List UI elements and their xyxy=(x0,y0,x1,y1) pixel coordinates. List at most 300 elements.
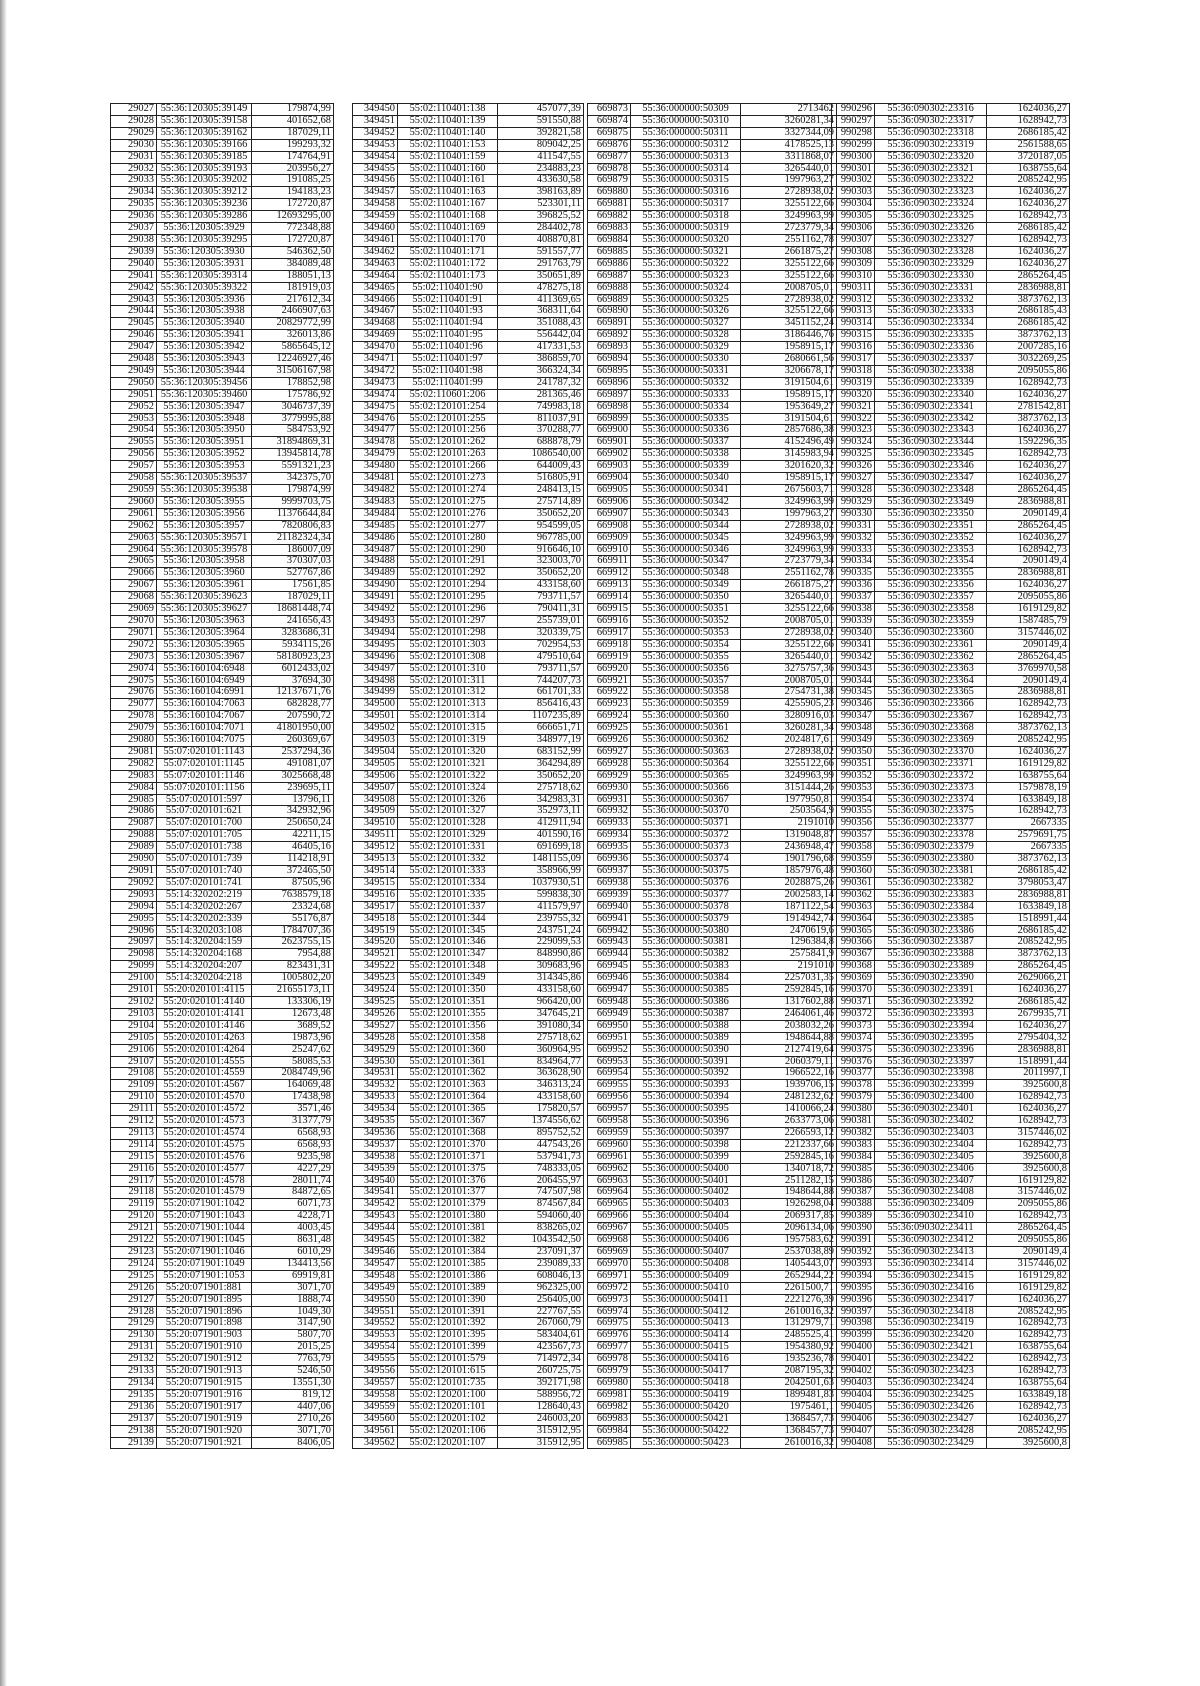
cadastral-number: 55:02:120101:382 xyxy=(398,1235,498,1247)
cadastral-number: 55:02:110401:161 xyxy=(398,175,498,187)
cadastral-value: 2212337,66 xyxy=(741,1139,837,1151)
cadastral-value: 1624036,27 xyxy=(987,246,1070,258)
row-number: 669968 xyxy=(588,1235,631,1247)
cadastral-number: 55:36:000000:50409 xyxy=(631,1270,741,1282)
cadastral-number: 55:36:090302:23386 xyxy=(875,925,987,937)
row-number: 349476 xyxy=(353,413,398,425)
row-number: 669925 xyxy=(588,723,631,735)
row-number: 29060 xyxy=(111,496,157,508)
row-number: 349491 xyxy=(353,592,398,604)
table-row xyxy=(832,1247,1070,1259)
row-number: 349509 xyxy=(353,806,398,818)
cadastral-number: 55:36:160104:7071 xyxy=(157,723,252,735)
cadastral-value: 2191010 xyxy=(741,818,837,830)
table-row xyxy=(353,508,584,520)
row-number: 349514 xyxy=(353,866,398,878)
cadastral-number: 55:20:071901:895 xyxy=(157,1294,252,1306)
cadastral-number: 55:02:120101:314 xyxy=(398,711,498,723)
cadastral-number: 55:02:120101:344 xyxy=(398,913,498,925)
row-number: 349503 xyxy=(353,735,398,747)
table-row xyxy=(353,127,584,139)
table-row xyxy=(353,1020,584,1032)
table-row xyxy=(111,270,334,282)
table-row xyxy=(832,413,1070,425)
table-row xyxy=(832,866,1070,878)
table-row xyxy=(353,723,584,735)
row-number: 349504 xyxy=(353,746,398,758)
table-row xyxy=(588,127,837,139)
cadastral-value: 1633849,18 xyxy=(987,901,1070,913)
cadastral-number: 55:36:120305:39314 xyxy=(157,270,252,282)
table-row xyxy=(588,508,837,520)
cadastral-value: 3186446,76 xyxy=(741,330,837,342)
cadastral-number: 55:36:120305:3929 xyxy=(157,223,252,235)
row-number: 349458 xyxy=(353,199,398,211)
table-row xyxy=(832,806,1070,818)
cadastral-number: 55:20:071901:881 xyxy=(157,1282,252,1294)
row-number: 990297 xyxy=(832,115,875,127)
cadastral-value: 1926298,04 xyxy=(741,1199,837,1211)
cadastral-value: 417331,53 xyxy=(498,342,584,354)
cadastral-value: 87505,96 xyxy=(252,877,334,889)
cadastral-number: 55:36:000000:50349 xyxy=(631,580,741,592)
cadastral-value: 967785,00 xyxy=(498,532,584,544)
cadastral-number: 55:02:120101:376 xyxy=(398,1175,498,1187)
row-number: 349478 xyxy=(353,437,398,449)
cadastral-value: 2261500,71 xyxy=(741,1282,837,1294)
row-number: 669889 xyxy=(588,294,631,306)
row-number: 990389 xyxy=(832,1211,875,1223)
row-number: 349467 xyxy=(353,306,398,318)
row-number: 29046 xyxy=(111,330,157,342)
cadastral-value: 364294,89 xyxy=(498,758,584,770)
cadastral-value: 1628942,73 xyxy=(987,1354,1070,1366)
cadastral-value: 962325,00 xyxy=(498,1282,584,1294)
cadastral-number: 55:36:090302:23354 xyxy=(875,556,987,568)
table-row xyxy=(353,520,584,532)
cadastral-number: 55:02:120201:100 xyxy=(398,1389,498,1401)
cadastral-number: 55:36:090302:23335 xyxy=(875,330,987,342)
table-row xyxy=(832,187,1070,199)
cadastral-value: 275718,62 xyxy=(498,1032,584,1044)
cadastral-number: 55:02:120101:381 xyxy=(398,1223,498,1235)
row-number: 990356 xyxy=(832,818,875,830)
table-row xyxy=(111,830,334,842)
row-number: 669885 xyxy=(588,246,631,258)
cadastral-number: 55:20:020101:4263 xyxy=(157,1032,252,1044)
cadastral-number: 55:14:320202:339 xyxy=(157,913,252,925)
row-number: 990375 xyxy=(832,1044,875,1056)
table-row xyxy=(111,1127,334,1139)
table-row xyxy=(111,996,334,1008)
table-row xyxy=(588,1282,837,1294)
table-row xyxy=(353,104,584,116)
table-row xyxy=(832,818,1070,830)
cadastral-value: 1624036,27 xyxy=(987,199,1070,211)
cadastral-number: 55:20:020101:4579 xyxy=(157,1187,252,1199)
cadastral-number: 55:02:120101:292 xyxy=(398,568,498,580)
row-number: 669974 xyxy=(588,1306,631,1318)
row-number: 669918 xyxy=(588,639,631,651)
cadastral-number: 55:36:000000:50375 xyxy=(631,866,741,878)
cadastral-value: 1997963,27 xyxy=(741,175,837,187)
table-row xyxy=(111,1247,334,1259)
cadastral-number: 55:36:000000:50358 xyxy=(631,687,741,699)
row-number: 29137 xyxy=(111,1413,157,1425)
table-row xyxy=(111,1032,334,1044)
row-number: 29067 xyxy=(111,580,157,592)
row-number: 990344 xyxy=(832,675,875,687)
row-number: 29095 xyxy=(111,913,157,925)
table-row xyxy=(353,1318,584,1330)
cadastral-number: 55:02:120101:395 xyxy=(398,1330,498,1342)
cadastral-number: 55:36:090302:23338 xyxy=(875,365,987,377)
row-number: 669877 xyxy=(588,151,631,163)
table-row xyxy=(588,842,837,854)
cadastral-value: 3873762,13 xyxy=(987,854,1070,866)
row-number: 29077 xyxy=(111,699,157,711)
row-number: 669894 xyxy=(588,354,631,366)
table-row xyxy=(832,234,1070,246)
cadastral-value: 1628942,73 xyxy=(987,699,1070,711)
cadastral-number: 55:36:000000:50347 xyxy=(631,556,741,568)
cadastral-number: 55:36:120305:3948 xyxy=(157,413,252,425)
cadastral-number: 55:02:120101:371 xyxy=(398,1151,498,1163)
cadastral-value: 3798053,47 xyxy=(987,877,1070,889)
cadastral-value: 2481232,62 xyxy=(741,1092,837,1104)
cadastral-value: 1628942,73 xyxy=(987,711,1070,723)
cadastral-value: 748333,05 xyxy=(498,1163,584,1175)
table-row xyxy=(588,949,837,961)
table-row xyxy=(832,1354,1070,1366)
table-row xyxy=(353,556,584,568)
cadastral-value: 2007285,16 xyxy=(987,342,1070,354)
cadastral-value: 1888,74 xyxy=(252,1294,334,1306)
cadastral-number: 55:20:071901:917 xyxy=(157,1401,252,1413)
table-row xyxy=(832,1211,1070,1223)
cadastral-value: 217612,34 xyxy=(252,294,334,306)
cadastral-value: 229099,53 xyxy=(498,937,584,949)
cadastral-value: 2728938,02 xyxy=(741,746,837,758)
cadastral-value: 1619129,82 xyxy=(987,604,1070,616)
cadastral-value: 661701,33 xyxy=(498,687,584,699)
cadastral-number: 55:36:000000:50395 xyxy=(631,1104,741,1116)
cadastral-number: 55:36:090302:23373 xyxy=(875,782,987,794)
row-number: 669934 xyxy=(588,830,631,842)
cadastral-value: 3157446,02 xyxy=(987,1127,1070,1139)
cadastral-number: 55:14:320203:108 xyxy=(157,925,252,937)
row-number: 29041 xyxy=(111,270,157,282)
table-row xyxy=(588,496,837,508)
table-row xyxy=(111,461,334,473)
table-row xyxy=(353,889,584,901)
row-number: 29061 xyxy=(111,508,157,520)
cadastral-number: 55:36:120305:3943 xyxy=(157,354,252,366)
cadastral-number: 55:36:000000:50343 xyxy=(631,508,741,520)
table-row xyxy=(588,425,837,437)
cadastral-number: 55:02:120101:386 xyxy=(398,1270,498,1282)
cadastral-number: 55:36:120305:39571 xyxy=(157,532,252,544)
cadastral-number: 55:02:120101:256 xyxy=(398,425,498,437)
table-row xyxy=(832,949,1070,961)
cadastral-value: 350652,20 xyxy=(498,568,584,580)
cadastral-number: 55:36:090302:23377 xyxy=(875,818,987,830)
cadastral-number: 55:36:000000:50384 xyxy=(631,973,741,985)
cadastral-value: 326013,86 xyxy=(252,330,334,342)
cadastral-value: 1579878,19 xyxy=(987,782,1070,794)
row-number: 349531 xyxy=(353,1068,398,1080)
row-number: 349497 xyxy=(353,663,398,675)
cadastral-value: 164069,48 xyxy=(252,1080,334,1092)
cadastral-number: 55:36:000000:50387 xyxy=(631,1008,741,1020)
row-number: 349472 xyxy=(353,365,398,377)
cadastral-number: 55:02:120101:335 xyxy=(398,889,498,901)
cadastral-value: 1628942,73 xyxy=(987,1401,1070,1413)
cadastral-value: 20829772,99 xyxy=(252,318,334,330)
cadastral-number: 55:02:120201:107 xyxy=(398,1437,498,1449)
row-number: 669943 xyxy=(588,937,631,949)
cadastral-number: 55:36:090302:23418 xyxy=(875,1306,987,1318)
table-row xyxy=(832,1020,1070,1032)
cadastral-number: 55:36:090302:23390 xyxy=(875,973,987,985)
table-row xyxy=(832,913,1070,925)
cadastral-value: 323003,70 xyxy=(498,556,584,568)
cadastral-value: 447543,26 xyxy=(498,1139,584,1151)
row-number: 669952 xyxy=(588,1044,631,1056)
row-number: 990377 xyxy=(832,1068,875,1080)
cadastral-number: 55:36:090302:23424 xyxy=(875,1377,987,1389)
cadastral-number: 55:14:320204:159 xyxy=(157,937,252,949)
table-row xyxy=(111,937,334,949)
table-row xyxy=(111,211,334,223)
row-number: 29093 xyxy=(111,889,157,901)
row-number: 669888 xyxy=(588,282,631,294)
row-number: 669873 xyxy=(588,104,631,116)
row-number: 990381 xyxy=(832,1116,875,1128)
cadastral-number: 55:02:120101:346 xyxy=(398,937,498,949)
cadastral-number: 55:36:120305:3938 xyxy=(157,306,252,318)
cadastral-number: 55:36:090302:23406 xyxy=(875,1163,987,1175)
row-number: 990384 xyxy=(832,1151,875,1163)
cadastral-number: 55:36:000000:50404 xyxy=(631,1211,741,1223)
row-number: 349556 xyxy=(353,1366,398,1378)
row-number: 990335 xyxy=(832,568,875,580)
row-number: 669879 xyxy=(588,175,631,187)
row-number: 669936 xyxy=(588,854,631,866)
row-number: 349548 xyxy=(353,1270,398,1282)
row-number: 29072 xyxy=(111,639,157,651)
cadastral-number: 55:02:120101:364 xyxy=(398,1092,498,1104)
row-number: 349550 xyxy=(353,1294,398,1306)
row-number: 669956 xyxy=(588,1092,631,1104)
row-number: 669977 xyxy=(588,1342,631,1354)
table-row xyxy=(832,1127,1070,1139)
cadastral-value: 556442,04 xyxy=(498,330,584,342)
table-row xyxy=(832,854,1070,866)
table-row xyxy=(111,592,334,604)
cadastral-value: 133306,19 xyxy=(252,996,334,1008)
cadastral-number: 55:36:000000:50337 xyxy=(631,437,741,449)
cadastral-value: 3260281,34 xyxy=(741,723,837,735)
cadastral-value: 13796,11 xyxy=(252,794,334,806)
table-row xyxy=(588,1235,837,1247)
table-row xyxy=(832,425,1070,437)
cadastral-value: 856416,43 xyxy=(498,699,584,711)
cadastral-number: 55:07:020101:700 xyxy=(157,818,252,830)
cadastral-number: 55:02:110401:96 xyxy=(398,342,498,354)
row-number: 29088 xyxy=(111,830,157,842)
table-row xyxy=(353,604,584,616)
table-row xyxy=(832,1187,1070,1199)
cadastral-value: 2038032,26 xyxy=(741,1020,837,1032)
table-row xyxy=(832,104,1070,116)
table-row xyxy=(353,1187,584,1199)
cadastral-value: 46405,16 xyxy=(252,842,334,854)
cadastral-number: 55:36:090302:23346 xyxy=(875,461,987,473)
row-number: 990338 xyxy=(832,604,875,616)
table-row xyxy=(111,1401,334,1413)
cadastral-number: 55:20:071901:915 xyxy=(157,1377,252,1389)
table-row xyxy=(832,1235,1070,1247)
cadastral-value: 3260281,34 xyxy=(741,115,837,127)
cadastral-number: 55:36:120305:3960 xyxy=(157,568,252,580)
table-row xyxy=(588,1068,837,1080)
cadastral-value: 360964,95 xyxy=(498,1044,584,1056)
row-number: 29052 xyxy=(111,401,157,413)
cadastral-value: 2781542,81 xyxy=(987,401,1070,413)
row-number: 669927 xyxy=(588,746,631,758)
cadastral-number: 55:36:120305:3942 xyxy=(157,342,252,354)
table-row xyxy=(111,818,334,830)
table-row xyxy=(111,1318,334,1330)
table-row xyxy=(588,211,837,223)
cadastral-number: 55:36:000000:50340 xyxy=(631,473,741,485)
cadastral-number: 55:36:090302:23342 xyxy=(875,413,987,425)
cadastral-number: 55:02:110401:173 xyxy=(398,270,498,282)
table-row xyxy=(588,223,837,235)
cadastral-value: 234883,23 xyxy=(498,163,584,175)
row-number: 349555 xyxy=(353,1354,398,1366)
cadastral-value: 8406,05 xyxy=(252,1437,334,1449)
row-number: 349518 xyxy=(353,913,398,925)
register-column-2 xyxy=(352,103,584,1449)
cadastral-value: 744207,73 xyxy=(498,675,584,687)
cadastral-value: 1628942,73 xyxy=(987,1139,1070,1151)
row-number: 349477 xyxy=(353,425,398,437)
row-number: 349562 xyxy=(353,1437,398,1449)
cadastral-value: 178852,98 xyxy=(252,377,334,389)
row-number: 349465 xyxy=(353,282,398,294)
cadastral-value: 9999703,75 xyxy=(252,496,334,508)
cadastral-value: 594060,40 xyxy=(498,1211,584,1223)
table-row xyxy=(111,377,334,389)
row-number: 990334 xyxy=(832,556,875,568)
cadastral-value: 1043542,50 xyxy=(498,1235,584,1247)
cadastral-number: 55:02:120101:276 xyxy=(398,508,498,520)
row-number: 669924 xyxy=(588,711,631,723)
table-row xyxy=(588,306,837,318)
row-number: 349450 xyxy=(353,104,398,116)
cadastral-number: 55:36:000000:50336 xyxy=(631,425,741,437)
table-row xyxy=(832,485,1070,497)
row-number: 669971 xyxy=(588,1270,631,1282)
cadastral-number: 55:02:120101:275 xyxy=(398,496,498,508)
table-row xyxy=(588,1020,837,1032)
table-row xyxy=(111,1199,334,1211)
table-row xyxy=(832,639,1070,651)
cadastral-number: 55:36:090302:23387 xyxy=(875,937,987,949)
table-row xyxy=(353,1354,584,1366)
cadastral-value: 11376644,84 xyxy=(252,508,334,520)
cadastral-value: 823431,31 xyxy=(252,961,334,973)
row-number: 29090 xyxy=(111,854,157,866)
row-number: 349554 xyxy=(353,1342,398,1354)
table-row xyxy=(111,151,334,163)
table-row xyxy=(111,1235,334,1247)
cadastral-value: 2836988,81 xyxy=(987,889,1070,901)
cadastral-number: 55:36:120305:39236 xyxy=(157,199,252,211)
cadastral-value: 411547,55 xyxy=(498,151,584,163)
cadastral-value: 3873762,13 xyxy=(987,413,1070,425)
cadastral-value: 18681448,74 xyxy=(252,604,334,616)
cadastral-number: 55:36:090302:23355 xyxy=(875,568,987,580)
cadastral-number: 55:36:000000:50411 xyxy=(631,1294,741,1306)
register-table xyxy=(831,103,1070,1449)
table-row xyxy=(588,877,837,889)
table-row xyxy=(588,830,837,842)
cadastral-value: 401590,16 xyxy=(498,830,584,842)
table-row xyxy=(832,1401,1070,1413)
row-number: 669979 xyxy=(588,1366,631,1378)
cadastral-value: 350651,89 xyxy=(498,270,584,282)
cadastral-number: 55:36:000000:50378 xyxy=(631,901,741,913)
cadastral-value: 3157446,02 xyxy=(987,1187,1070,1199)
row-number: 29082 xyxy=(111,758,157,770)
cadastral-number: 55:02:120101:274 xyxy=(398,485,498,497)
row-number: 990369 xyxy=(832,973,875,985)
cadastral-number: 55:07:020101:1146 xyxy=(157,770,252,782)
table-row xyxy=(111,1068,334,1080)
row-number: 29033 xyxy=(111,175,157,187)
cadastral-number: 55:02:120101:332 xyxy=(398,854,498,866)
cadastral-value: 3451152,24 xyxy=(741,318,837,330)
cadastral-number: 55:36:000000:50321 xyxy=(631,246,741,258)
cadastral-number: 55:36:120305:3956 xyxy=(157,508,252,520)
row-number: 349513 xyxy=(353,854,398,866)
cadastral-value: 1997963,27 xyxy=(741,508,837,520)
table-row xyxy=(588,1008,837,1020)
cadastral-number: 55:02:120101:361 xyxy=(398,1056,498,1068)
cadastral-value: 3206678,17 xyxy=(741,365,837,377)
table-row xyxy=(353,627,584,639)
table-row xyxy=(588,330,837,342)
table-row xyxy=(353,568,584,580)
table-row xyxy=(588,115,837,127)
cadastral-value: 1368457,73 xyxy=(741,1413,837,1425)
cadastral-number: 55:07:020101:705 xyxy=(157,830,252,842)
table-row xyxy=(588,1104,837,1116)
row-number: 29101 xyxy=(111,985,157,997)
table-row xyxy=(353,782,584,794)
table-row xyxy=(353,1342,584,1354)
row-number: 29122 xyxy=(111,1235,157,1247)
table-row xyxy=(588,437,837,449)
cadastral-number: 55:07:020101:1145 xyxy=(157,758,252,770)
table-row xyxy=(832,663,1070,675)
row-number: 349451 xyxy=(353,115,398,127)
row-number: 29050 xyxy=(111,377,157,389)
cadastral-value: 433158,60 xyxy=(498,1092,584,1104)
